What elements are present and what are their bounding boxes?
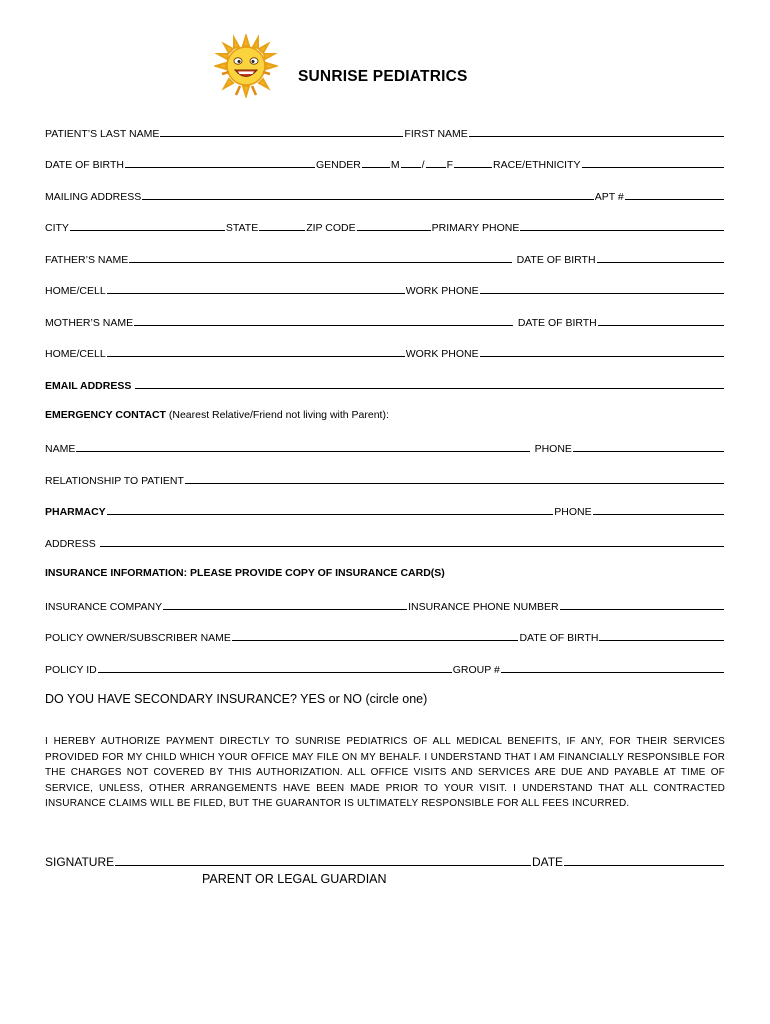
insurance-phone-field[interactable] [560, 609, 724, 610]
smiling-sun-icon [214, 34, 278, 98]
emergency-contact-title: EMERGENCY CONTACT [45, 409, 166, 421]
zip-code-label: ZIP CODE [306, 222, 356, 234]
patient-last-name-field[interactable] [160, 136, 403, 137]
emergency-contact-heading [45, 409, 389, 421]
father-phone-row [45, 281, 725, 297]
emergency-contact-note: (Nearest Relative/Friend not living with Parent): [165, 409, 389, 421]
gender-blank-4 [454, 167, 492, 168]
insurance-company-field[interactable] [163, 609, 407, 610]
mailing-address-label: MAILING ADDRESS [45, 191, 142, 203]
apt-label: APT # [594, 191, 624, 203]
mother-name-field[interactable] [134, 325, 513, 326]
gender-label: GENDER [315, 159, 361, 171]
pharmacy-phone-label: PHONE [554, 506, 592, 518]
father-home-cell-field[interactable] [107, 293, 405, 294]
gender-blank-2 [401, 167, 421, 168]
mother-work-phone-field[interactable] [480, 356, 724, 357]
patient-first-name-field[interactable] [469, 136, 724, 137]
insurance-company-label: INSURANCE COMPANY [45, 601, 163, 613]
patient-name-row [45, 124, 725, 140]
father-name-row [45, 250, 725, 266]
patient-first-name-label: FIRST NAME [404, 128, 468, 140]
patient-dob-field[interactable] [125, 167, 315, 168]
pharmacy-address-field[interactable] [100, 546, 724, 547]
policy-owner-field[interactable] [232, 640, 519, 641]
policy-owner-row [45, 628, 725, 644]
email-address-label: EMAIL ADDRESS [45, 380, 132, 392]
mother-home-cell-field[interactable] [107, 356, 405, 357]
guardian-caption: PARENT OR LEGAL GUARDIAN [202, 872, 387, 886]
insurance-phone-label: INSURANCE PHONE NUMBER [408, 601, 559, 613]
mother-dob-label: DATE OF BIRTH [517, 317, 597, 329]
pharmacy-address-row [45, 534, 725, 550]
state-label: STATE [225, 222, 259, 234]
father-work-phone-field[interactable] [480, 293, 724, 294]
relationship-field[interactable] [185, 483, 724, 484]
race-ethnicity-field[interactable] [582, 167, 725, 168]
policy-owner-label: POLICY OWNER/SUBSCRIBER NAME [45, 632, 231, 644]
mother-work-phone-label: WORK PHONE [405, 348, 479, 360]
page-title: SUNRISE PEDIATRICS [298, 68, 468, 85]
policy-owner-dob-field[interactable] [599, 640, 724, 641]
signature-field[interactable] [115, 865, 531, 866]
mother-dob-field[interactable] [598, 325, 724, 326]
zip-code-field[interactable] [357, 230, 431, 231]
father-name-field[interactable] [129, 262, 511, 263]
gender-blank-1 [362, 167, 390, 168]
city-label: CITY [45, 222, 69, 234]
policy-owner-dob-label: DATE OF BIRTH [519, 632, 599, 644]
father-name-label: FATHER’S NAME [45, 254, 129, 266]
mailing-address-row [45, 187, 725, 203]
patient-last-name-label: PATIENT’S LAST NAME [45, 128, 160, 140]
relationship-row [45, 471, 725, 487]
signature-date-field[interactable] [564, 865, 724, 866]
mother-name-row [45, 313, 725, 329]
pharmacy-label: PHARMACY [45, 506, 106, 518]
patient-dob-label: DATE OF BIRTH [45, 159, 124, 171]
primary-phone-field[interactable] [520, 230, 724, 231]
group-number-field[interactable] [501, 672, 724, 673]
gender-option-f[interactable]: F [446, 159, 453, 171]
patient-dob-row [45, 155, 725, 171]
policy-id-label: POLICY ID [45, 664, 97, 676]
policy-id-row [45, 660, 725, 676]
email-address-field[interactable] [135, 388, 724, 389]
primary-phone-label: PRIMARY PHONE [431, 222, 520, 234]
signature-label: SIGNATURE [45, 855, 115, 869]
mailing-address-field[interactable] [142, 199, 593, 200]
relationship-label: RELATIONSHIP TO PATIENT [45, 475, 184, 487]
authorization-text: I HEREBY AUTHORIZE PAYMENT DIRECTLY TO SUNRISE PEDIATRICS OF ALL MEDICAL BENEFITS, IF ANY, FOR THEIR SERVICES PROVIDED FOR MY CHILD WHICH YOUR OFFICE MAY FILE ON MY BEHALF. I UNDERSTAND THAT I AM FINANCIALLY RESPONSIBLE FOR THE CHARGES NOT COVERED BY THIS AUTHORIZATION. ALL OFFICE VISITS AND SERVICES ARE DUE AND PAYABLE AT TIME OF SERVICE, UNLESS, OTHER ARRANGEMENTS HAVE BEEN MADE PRIOR TO YOUR VISIT. I UNDERSTAND THAT ALL CONTRACTED INSURANCE CLAIMS WILL BE FILED, BUT THE GUARANTOR IS ULTIMATELY RESPONSIBLE FOR ALL FEES INCURRED. [45, 736, 725, 809]
race-ethnicity-label: RACE/ETHNICITY [492, 159, 581, 171]
mother-phone-row [45, 344, 725, 360]
emergency-phone-field[interactable] [573, 451, 724, 452]
mother-name-label: MOTHER’S NAME [45, 317, 134, 329]
emergency-name-label: NAME [45, 443, 76, 455]
group-number-label: GROUP # [452, 664, 500, 676]
father-home-cell-label: HOME/CELL [45, 285, 106, 297]
signature-date-label: DATE [531, 855, 564, 869]
city-row [45, 218, 725, 234]
insurance-heading: INSURANCE INFORMATION: PLEASE PROVIDE COPY OF INSURANCE CARD(S) [45, 567, 445, 579]
state-field[interactable] [259, 230, 305, 231]
pharmacy-address-label: ADDRESS [45, 538, 96, 550]
secondary-insurance-question[interactable]: DO YOU HAVE SECONDARY INSURANCE? YES or NO (circle one) [45, 692, 428, 706]
emergency-phone-label: PHONE [534, 443, 572, 455]
gender-option-m[interactable]: M [390, 159, 400, 171]
father-dob-label: DATE OF BIRTH [516, 254, 596, 266]
insurance-company-row [45, 597, 725, 613]
city-field[interactable] [70, 230, 225, 231]
father-dob-field[interactable] [597, 262, 724, 263]
father-work-phone-label: WORK PHONE [405, 285, 479, 297]
policy-id-field[interactable] [98, 672, 452, 673]
apt-field[interactable] [625, 199, 724, 200]
emergency-name-row [45, 439, 725, 455]
pharmacy-phone-field[interactable] [593, 514, 724, 515]
email-row [45, 376, 725, 392]
gender-slash: / [421, 159, 425, 171]
emergency-name-field[interactable] [76, 451, 529, 452]
mother-home-cell-label: HOME/CELL [45, 348, 106, 360]
pharmacy-row [45, 502, 725, 518]
signature-row [45, 851, 725, 869]
gender-blank-3 [426, 167, 446, 168]
pharmacy-field[interactable] [107, 514, 554, 515]
